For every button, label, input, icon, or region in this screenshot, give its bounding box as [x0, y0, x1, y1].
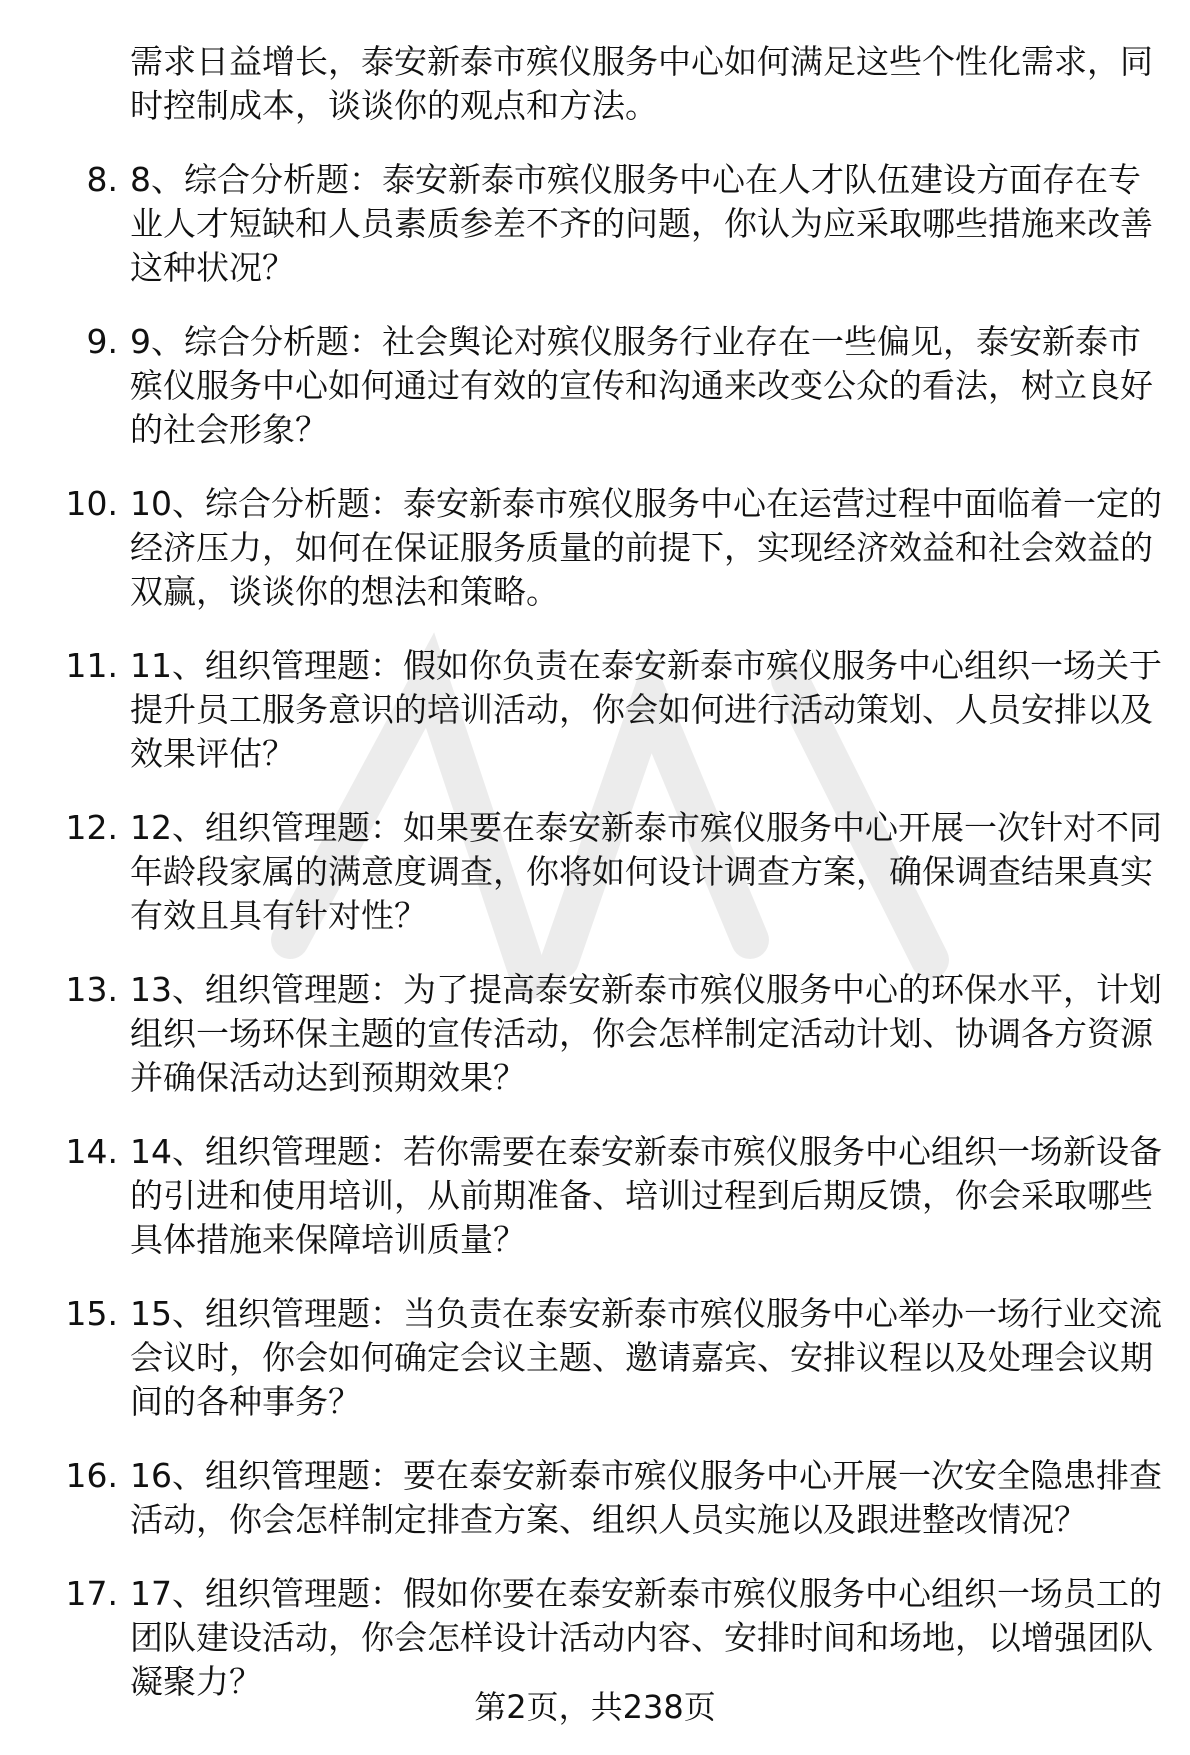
- item-number: 17.: [65, 1574, 118, 1613]
- item-number: 10.: [65, 484, 118, 523]
- document-body: [0, 40, 1190, 1734]
- list-item: [0, 644, 1170, 776]
- item-number: 14.: [65, 1132, 118, 1171]
- item-number: 15.: [65, 1294, 118, 1333]
- item-text: 17、组织管理题：假如你要在泰安新泰市殡仪服务中心组织一场员工的团队建设活动，你会怎样设计活动内容、安排时间和场地，以增强团队凝聚力？: [130, 1574, 1162, 1701]
- list-item: [0, 1572, 1170, 1704]
- item-number: 16.: [65, 1456, 118, 1495]
- list-item: [0, 1130, 1170, 1262]
- item-text: 16、组织管理题：要在泰安新泰市殡仪服务中心开展一次安全隐患排查活动，你会怎样制定排查方案、组织人员实施以及跟进整改情况？: [130, 1456, 1162, 1539]
- continued-paragraph: 需求日益增长，泰安新泰市殡仪服务中心如何满足这些个性化需求，同时控制成本，谈谈你的观点和方法。: [130, 42, 1153, 125]
- item-text: 13、组织管理题：为了提高泰安新泰市殡仪服务中心的环保水平，计划组织一场环保主题的宣传活动，你会怎样制定活动计划、协调各方资源并确保活动达到预期效果？: [130, 970, 1162, 1097]
- list-item: [0, 320, 1170, 452]
- item-number: 13.: [65, 970, 118, 1009]
- item-number: 12.: [65, 808, 118, 847]
- list-item: [0, 158, 1170, 290]
- item-text: 10、综合分析题：泰安新泰市殡仪服务中心在运营过程中面临着一定的经济压力，如何在保证服务质量的前提下，实现经济效益和社会效益的双赢，谈谈你的想法和策略。: [130, 484, 1162, 611]
- item-number: 9.: [86, 322, 118, 361]
- page-footer: 第2页，共238页: [474, 1688, 716, 1726]
- item-text: 8、综合分析题：泰安新泰市殡仪服务中心在人才队伍建设方面存在专业人才短缺和人员素质参差不齐的问题，你认为应采取哪些措施来改善这种状况？: [130, 160, 1153, 287]
- list-item: [0, 806, 1170, 938]
- item-number: 8.: [86, 160, 118, 199]
- item-text: 15、组织管理题：当负责在泰安新泰市殡仪服务中心举办一场行业交流会议时，你会如何确定会议主题、邀请嘉宾、安排议程以及处理会议期间的各种事务？: [130, 1294, 1162, 1421]
- list-item: [0, 482, 1170, 614]
- item-text: 14、组织管理题：若你需要在泰安新泰市殡仪服务中心组织一场新设备的引进和使用培训，从前期准备、培训过程到后期反馈，你会采取哪些具体措施来保障培训质量？: [130, 1132, 1162, 1259]
- question-list: [0, 158, 1190, 1704]
- item-text: 12、组织管理题：如果要在泰安新泰市殡仪服务中心开展一次针对不同年龄段家属的满意度调查，你将如何设计调查方案，确保调查结果真实有效且具有针对性？: [130, 808, 1162, 935]
- list-item: [0, 1292, 1170, 1424]
- list-item: [0, 968, 1170, 1100]
- item-text: 11、组织管理题：假如你负责在泰安新泰市殡仪服务中心组织一场关于提升员工服务意识的培训活动，你会如何进行活动策划、人员安排以及效果评估？: [130, 646, 1162, 773]
- item-number: 11.: [65, 646, 118, 685]
- item-text: 9、综合分析题：社会舆论对殡仪服务行业存在一些偏见，泰安新泰市殡仪服务中心如何通过有效的宣传和沟通来改变公众的看法，树立良好的社会形象？: [130, 322, 1153, 449]
- list-item: [0, 1454, 1170, 1542]
